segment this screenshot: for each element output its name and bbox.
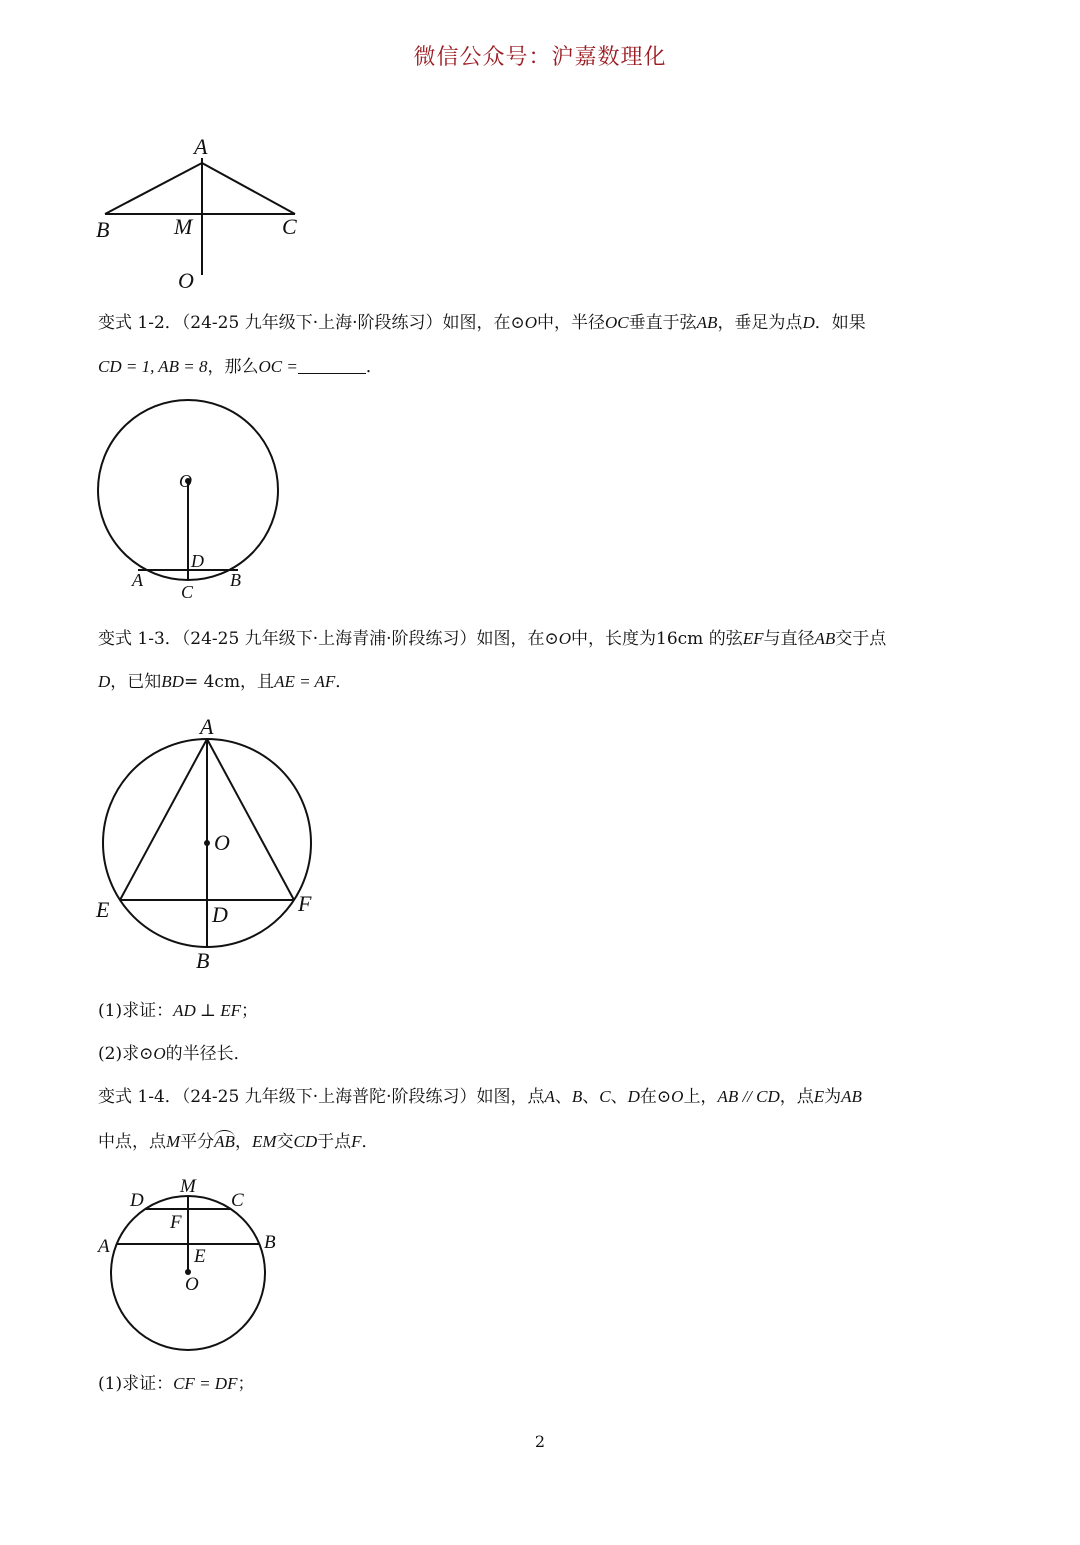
q14-line2-t2: 平分 bbox=[180, 1132, 215, 1152]
label-E: E bbox=[194, 1246, 206, 1267]
q14-line1-A: A bbox=[544, 1087, 555, 1106]
q13-part1 bbox=[98, 1001, 258, 1021]
q13-line1 bbox=[98, 629, 886, 649]
figure-2-circle bbox=[90, 395, 290, 605]
q13-line2-BD: BD bbox=[161, 672, 184, 691]
q14-line2-t6: ． bbox=[361, 1132, 379, 1152]
label-M: M bbox=[180, 1176, 196, 1197]
q14-line2-t4: 交 bbox=[276, 1132, 294, 1152]
segment-AE bbox=[120, 739, 207, 900]
label-O: O bbox=[179, 471, 192, 491]
q14-part1-expr: CF = DF bbox=[173, 1374, 238, 1393]
q13-line1-EF: EF bbox=[742, 629, 764, 648]
label-D: D bbox=[191, 551, 204, 571]
q13-part2 bbox=[98, 1044, 251, 1064]
label-B: B bbox=[230, 570, 241, 590]
q14-line2-t1: 中点，点 bbox=[98, 1132, 166, 1152]
label-B: B bbox=[196, 948, 210, 973]
center-point bbox=[204, 840, 210, 846]
q12-line1-t4: ，垂足为点 bbox=[717, 313, 803, 333]
label-O: O bbox=[185, 1274, 199, 1295]
segment-AC bbox=[202, 163, 295, 214]
q14-line2-EM: EM bbox=[251, 1132, 277, 1151]
q13-part1-t2: ； bbox=[241, 1001, 259, 1021]
figure-1-triangle bbox=[90, 130, 320, 300]
figure-3-circle-triangle bbox=[90, 712, 330, 982]
q14-line2-M: M bbox=[166, 1132, 181, 1151]
q14-line2-t3: ， bbox=[234, 1132, 252, 1152]
q12-line2-t1: ，那么 bbox=[207, 357, 259, 377]
label-M: M bbox=[174, 214, 193, 239]
label-D: D bbox=[212, 902, 228, 927]
q14-part1 bbox=[98, 1374, 254, 1394]
q14-line1 bbox=[98, 1087, 862, 1107]
q13-line1-t1: 变式 1-3．（24-25 九年级下·上海青浦·阶段练习）如图，在⊙ bbox=[98, 629, 559, 649]
label-A: A bbox=[98, 1236, 110, 1257]
q13-line2-AE: AE = AF bbox=[274, 672, 336, 691]
q14-line1-t2: 在⊙ bbox=[639, 1087, 672, 1107]
q12-line1-t5: ．如果 bbox=[814, 313, 866, 333]
q14-line1-AB: AB bbox=[841, 1087, 862, 1106]
label-A: A bbox=[132, 570, 143, 590]
q14-line1-t5: 为 bbox=[824, 1087, 842, 1107]
q12-line2 bbox=[98, 357, 383, 377]
q14-line1-s2: 、 bbox=[582, 1087, 600, 1107]
q13-line2-t1: ，已知 bbox=[110, 672, 162, 692]
q14-line1-t4: ，点 bbox=[779, 1087, 814, 1107]
q14-line2-arc: AB bbox=[214, 1132, 235, 1151]
figure-4-circle-chords bbox=[90, 1168, 310, 1358]
q13-line2-D: D bbox=[98, 672, 111, 691]
q13-part2-t1: (2)求⊙ bbox=[98, 1044, 154, 1064]
page-header: 微信公众号：沪嘉数理化 bbox=[413, 45, 667, 70]
q13-line1-t4: 交于点 bbox=[835, 629, 887, 649]
q13-part1-expr: AD ⊥ EF bbox=[173, 1001, 242, 1020]
q14-line1-s3: 、 bbox=[610, 1087, 628, 1107]
label-A: A bbox=[200, 714, 214, 739]
q13-line2-t3: ． bbox=[335, 672, 353, 692]
q14-line2-F: F bbox=[351, 1132, 362, 1151]
label-C: C bbox=[231, 1190, 244, 1211]
q12-line1-O: O bbox=[524, 313, 538, 332]
q13-line1-AB: AB bbox=[814, 629, 836, 648]
q14-part1-t2: ； bbox=[237, 1374, 255, 1394]
q14-line1-O: O bbox=[671, 1087, 684, 1106]
q13-line2-t2: = 4cm，且 bbox=[183, 672, 275, 692]
label-O: O bbox=[178, 268, 194, 293]
page-number: 2 bbox=[534, 1432, 546, 1451]
label-O: O bbox=[214, 830, 230, 855]
q14-line1-C: C bbox=[599, 1087, 611, 1106]
label-C: C bbox=[282, 214, 297, 239]
q12-line1-AB: AB bbox=[696, 313, 718, 332]
q14-line2 bbox=[98, 1130, 379, 1152]
q13-part2-O: O bbox=[153, 1044, 166, 1063]
label-D: D bbox=[130, 1190, 144, 1211]
q13-line1-O: O bbox=[558, 629, 572, 648]
label-B: B bbox=[264, 1232, 276, 1253]
label-C: C bbox=[181, 582, 194, 602]
q14-part1-t1: (1)求证： bbox=[98, 1374, 174, 1394]
q12-line2-cond: CD = 1, AB = 8 bbox=[98, 357, 208, 376]
answer-blank bbox=[298, 359, 366, 374]
q13-line1-t2: 中，长度为16cm 的弦 bbox=[571, 629, 743, 649]
q13-part1-t1: (1)求证： bbox=[98, 1001, 174, 1021]
segment-AB bbox=[105, 163, 202, 214]
q14-line1-B: B bbox=[571, 1087, 583, 1106]
label-F: F bbox=[298, 891, 312, 916]
q14-line2-CD: CD bbox=[293, 1132, 318, 1151]
q12-line1-t1: 变式 1-2．（24-25 九年级下·上海·阶段练习）如图，在⊙ bbox=[98, 313, 525, 333]
segment-AF bbox=[207, 739, 294, 900]
q14-line1-s1: 、 bbox=[554, 1087, 572, 1107]
q13-line2 bbox=[98, 672, 352, 692]
label-E: E bbox=[96, 897, 110, 922]
q12-line1-OC: OC bbox=[605, 313, 629, 332]
q14-line1-E: E bbox=[813, 1087, 825, 1106]
q14-line1-par: AB // CD bbox=[717, 1087, 780, 1106]
q14-line1-t3: 上， bbox=[683, 1087, 718, 1107]
label-B: B bbox=[96, 217, 110, 242]
q12-line1 bbox=[98, 313, 866, 333]
q14-line1-t1: 变式 1-4．（24-25 九年级下·上海普陀·阶段练习）如图，点 bbox=[98, 1087, 545, 1107]
label-F: F bbox=[170, 1212, 182, 1233]
q12-line2-t2: ． bbox=[365, 357, 383, 377]
q12-line1-D: D bbox=[802, 313, 815, 332]
q13-line1-t3: 与直径 bbox=[763, 629, 815, 649]
q13-part2-t2: 的半径长． bbox=[165, 1044, 251, 1064]
q14-line1-D: D bbox=[627, 1087, 640, 1106]
label-A: A bbox=[194, 134, 208, 159]
q12-line2-OC: OC = bbox=[258, 357, 298, 376]
q14-line2-t5: 于点 bbox=[317, 1132, 352, 1152]
q12-line1-t3: 垂直于弦 bbox=[628, 313, 697, 333]
q12-line1-t2: 中，半径 bbox=[537, 313, 606, 333]
